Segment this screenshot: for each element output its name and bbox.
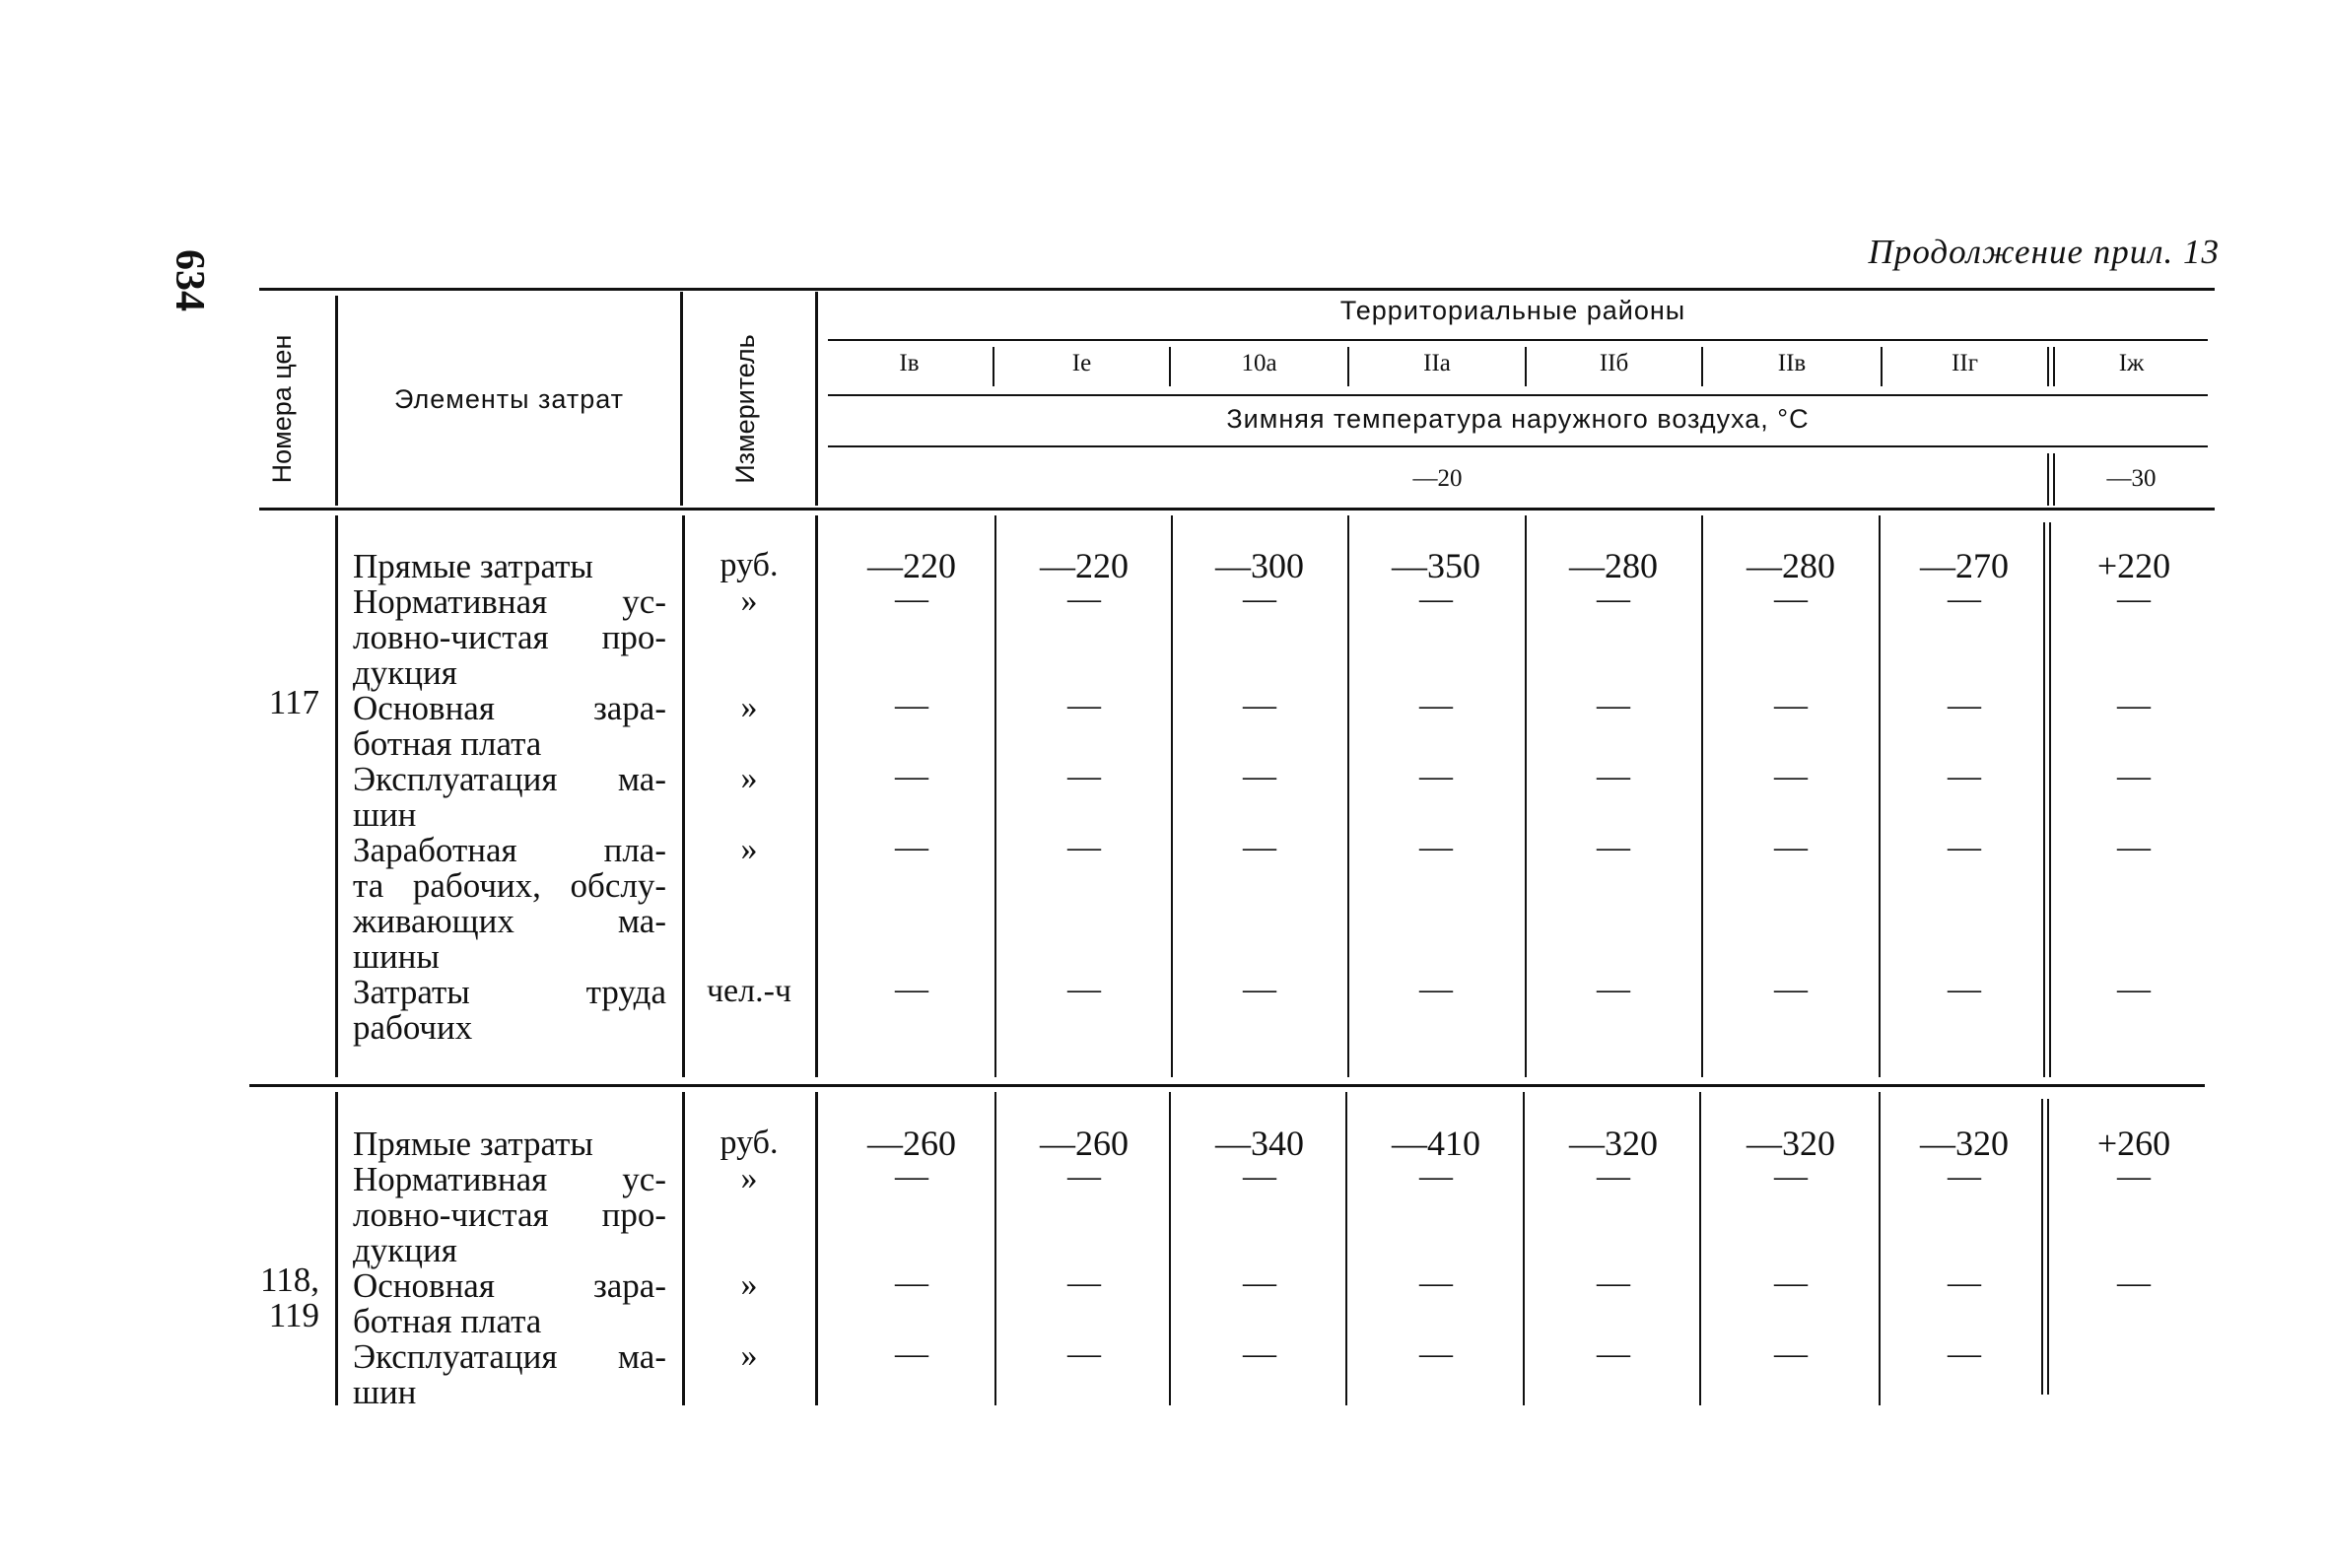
region-2: Iе bbox=[1071, 350, 1092, 376]
unit-cell: чел.-ч bbox=[706, 973, 792, 1009]
element-line: шин bbox=[353, 1373, 417, 1411]
unit-cell: » bbox=[740, 831, 758, 867]
vline-g2-elements bbox=[335, 1092, 338, 1405]
value-cell: — bbox=[1243, 1264, 1276, 1301]
element-line: Прямые затраты bbox=[353, 1125, 593, 1163]
value-cell: —280 bbox=[1569, 546, 1658, 585]
value-cell: — bbox=[1067, 1264, 1101, 1301]
value-cell: — bbox=[1948, 758, 1981, 794]
region-4: IIа bbox=[1423, 350, 1451, 376]
vline-g1-r3 bbox=[1347, 515, 1349, 1077]
unit-cell: руб. bbox=[719, 1125, 779, 1161]
value-cell: — bbox=[2117, 580, 2151, 617]
vline-double-a bbox=[2047, 347, 2049, 386]
winter-temp-label: Зимняя температура наружного воздуха, °С bbox=[1226, 404, 1810, 434]
element-name bbox=[353, 1162, 666, 1268]
value-cell: — bbox=[1597, 758, 1630, 794]
value-cell: —260 bbox=[1040, 1124, 1129, 1163]
region-7: IIг bbox=[1952, 350, 1978, 376]
value-cell: — bbox=[1948, 1158, 1981, 1194]
top-rule bbox=[259, 288, 2215, 291]
header-unit: Измеритель bbox=[730, 334, 760, 484]
value-cell: — bbox=[1774, 758, 1808, 794]
element-line: живающих ма- bbox=[353, 902, 666, 940]
element-line: шины bbox=[353, 937, 440, 976]
value-cell: — bbox=[2117, 758, 2151, 794]
element-line: дукция bbox=[353, 653, 457, 692]
temp-last: —30 bbox=[2106, 465, 2157, 492]
value-cell: — bbox=[1243, 580, 1276, 617]
value-cell: — bbox=[895, 971, 928, 1007]
header-rule-1 bbox=[828, 339, 2208, 341]
value-cell: — bbox=[1243, 829, 1276, 865]
element-line: Прямые затраты bbox=[353, 547, 593, 585]
value-cell: — bbox=[1597, 1335, 1630, 1372]
value-cell: —300 bbox=[1215, 546, 1304, 585]
element-name bbox=[353, 762, 666, 833]
value-cell: — bbox=[1067, 1335, 1101, 1372]
element-line: Основная зара- bbox=[353, 689, 666, 727]
element-name bbox=[353, 584, 666, 691]
value-cell: — bbox=[1597, 1264, 1630, 1301]
value-cell: — bbox=[2117, 1158, 2151, 1194]
element-line: ловно-чистая про- bbox=[353, 618, 666, 656]
value-cell: — bbox=[1243, 687, 1276, 723]
value-cell: — bbox=[1419, 580, 1453, 617]
unit-cell: » bbox=[740, 689, 758, 725]
vline-unit-left bbox=[680, 292, 683, 506]
group-number: 117 bbox=[268, 683, 319, 721]
value-cell: — bbox=[1419, 758, 1453, 794]
vline-g2-r2 bbox=[1169, 1092, 1171, 1405]
value-cell: —320 bbox=[1569, 1124, 1658, 1163]
element-line: ботная плата bbox=[353, 1302, 542, 1340]
value-cell: —340 bbox=[1215, 1124, 1304, 1163]
vline-g1-r5 bbox=[1701, 515, 1703, 1077]
value-cell: — bbox=[1774, 971, 1808, 1007]
header-territorial-regions: Территориальные районы bbox=[1339, 296, 1686, 325]
value-cell: — bbox=[1774, 580, 1808, 617]
value-cell: —410 bbox=[1392, 1124, 1480, 1163]
value-cell: — bbox=[1774, 829, 1808, 865]
value-cell: — bbox=[1419, 1158, 1453, 1194]
region-6: IIв bbox=[1777, 350, 1807, 376]
value-cell: — bbox=[1948, 971, 1981, 1007]
group-number-text: 118, 119 bbox=[260, 1261, 319, 1334]
element-line: Затраты труда bbox=[353, 973, 666, 1011]
element-line: ловно-чистая про- bbox=[353, 1195, 666, 1234]
value-cell: — bbox=[1774, 1335, 1808, 1372]
unit-cell: » bbox=[740, 1160, 758, 1196]
value-cell: —270 bbox=[1920, 546, 2009, 585]
page-number: 634 bbox=[167, 249, 212, 311]
value-cell: — bbox=[1243, 1335, 1276, 1372]
value-cell: — bbox=[895, 1264, 928, 1301]
value-cell: — bbox=[1597, 829, 1630, 865]
value-cell: — bbox=[1419, 1264, 1453, 1301]
unit-cell: руб. bbox=[719, 547, 779, 583]
element-line: Нормативная ус- bbox=[353, 1160, 666, 1198]
header-cost-elements: Элементы затрат bbox=[393, 384, 625, 414]
value-cell: — bbox=[1067, 687, 1101, 723]
element-line: та рабочих, обслу- bbox=[353, 866, 666, 905]
vline-double-temp-a bbox=[2047, 453, 2049, 506]
vline-g2-r5 bbox=[1699, 1092, 1701, 1405]
value-cell: — bbox=[1597, 687, 1630, 723]
value-cell: — bbox=[1243, 758, 1276, 794]
element-line: Основная зара- bbox=[353, 1266, 666, 1305]
element-name bbox=[353, 1268, 666, 1339]
header-rule-3 bbox=[828, 445, 2208, 447]
group-separator-rule bbox=[249, 1084, 2205, 1087]
element-line: дукция bbox=[353, 1231, 457, 1269]
element-name bbox=[353, 1339, 666, 1410]
value-cell: — bbox=[895, 687, 928, 723]
group-number bbox=[240, 1262, 319, 1333]
value-cell: —260 bbox=[867, 1124, 956, 1163]
value-cell: — bbox=[1774, 1264, 1808, 1301]
region-5: IIб bbox=[1599, 350, 1629, 376]
unit-cell: » bbox=[740, 760, 758, 796]
value-cell: — bbox=[1243, 971, 1276, 1007]
element-line: Эксплуатация ма- bbox=[353, 760, 666, 798]
element-name bbox=[353, 833, 666, 975]
element-name bbox=[353, 691, 666, 762]
value-cell: — bbox=[1067, 1158, 1101, 1194]
value-cell: — bbox=[1419, 687, 1453, 723]
vline-g2-r3 bbox=[1345, 1092, 1347, 1405]
value-cell: — bbox=[1948, 580, 1981, 617]
element-line: шин bbox=[353, 795, 417, 834]
value-cell: —220 bbox=[1040, 546, 1129, 585]
value-cell: — bbox=[1067, 829, 1101, 865]
temp-main: —20 bbox=[1412, 465, 1463, 492]
value-cell: — bbox=[1243, 1158, 1276, 1194]
value-cell: — bbox=[1419, 971, 1453, 1007]
value-cell: — bbox=[1948, 687, 1981, 723]
region-1: Iв bbox=[899, 350, 920, 376]
value-cell: —320 bbox=[1920, 1124, 2009, 1163]
header-price-numbers: Номера цен bbox=[267, 334, 297, 484]
value-cell: — bbox=[1419, 829, 1453, 865]
value-cell: — bbox=[2117, 829, 2151, 865]
vline-g2-r4 bbox=[1523, 1092, 1525, 1405]
value-cell: — bbox=[1948, 1264, 1981, 1301]
vline-g1-elements bbox=[335, 515, 338, 1077]
value-cell: —350 bbox=[1392, 546, 1480, 585]
element-name bbox=[353, 1126, 666, 1162]
header-rule-2 bbox=[828, 394, 2208, 396]
element-line: Заработная пла- bbox=[353, 831, 666, 869]
element-line: ботная плата bbox=[353, 724, 542, 763]
value-cell: — bbox=[2117, 971, 2151, 1007]
value-cell: +260 bbox=[2096, 1124, 2171, 1163]
value-cell: — bbox=[895, 1158, 928, 1194]
value-cell: — bbox=[895, 580, 928, 617]
value-cell: — bbox=[1597, 1158, 1630, 1194]
value-cell: — bbox=[895, 758, 928, 794]
element-line: Нормативная ус- bbox=[353, 582, 666, 621]
value-cell: — bbox=[895, 1335, 928, 1372]
value-cell: — bbox=[2117, 1264, 2151, 1301]
value-cell: — bbox=[1948, 829, 1981, 865]
value-cell: — bbox=[1067, 758, 1101, 794]
value-cell: —280 bbox=[1747, 546, 1835, 585]
element-line: рабочих bbox=[353, 1008, 473, 1047]
value-cell: — bbox=[1774, 687, 1808, 723]
unit-cell: » bbox=[740, 1266, 758, 1303]
value-cell: —220 bbox=[867, 546, 956, 585]
element-line: Эксплуатация ма- bbox=[353, 1337, 666, 1376]
element-name bbox=[353, 975, 666, 1046]
value-cell: — bbox=[895, 829, 928, 865]
element-name bbox=[353, 549, 666, 584]
value-cell: —320 bbox=[1747, 1124, 1835, 1163]
value-cell: — bbox=[1419, 1335, 1453, 1372]
value-cell: — bbox=[2117, 687, 2151, 723]
unit-cell: » bbox=[740, 582, 758, 619]
vline-g1-r2 bbox=[1171, 515, 1173, 1077]
value-cell: — bbox=[1774, 1158, 1808, 1194]
continuation-label: Продолжение прил. 13 bbox=[1868, 233, 2220, 271]
value-cell: +220 bbox=[2096, 546, 2171, 585]
value-cell: — bbox=[1948, 1335, 1981, 1372]
vline-g1-r4 bbox=[1525, 515, 1527, 1077]
value-cell: — bbox=[1597, 971, 1630, 1007]
region-3: 10а bbox=[1241, 350, 1277, 376]
value-cell: — bbox=[1067, 580, 1101, 617]
header-bottom-rule bbox=[259, 508, 2215, 511]
region-8: Iж bbox=[2118, 350, 2145, 376]
value-cell: — bbox=[1067, 971, 1101, 1007]
value-cell: — bbox=[1597, 580, 1630, 617]
unit-cell: » bbox=[740, 1337, 758, 1374]
